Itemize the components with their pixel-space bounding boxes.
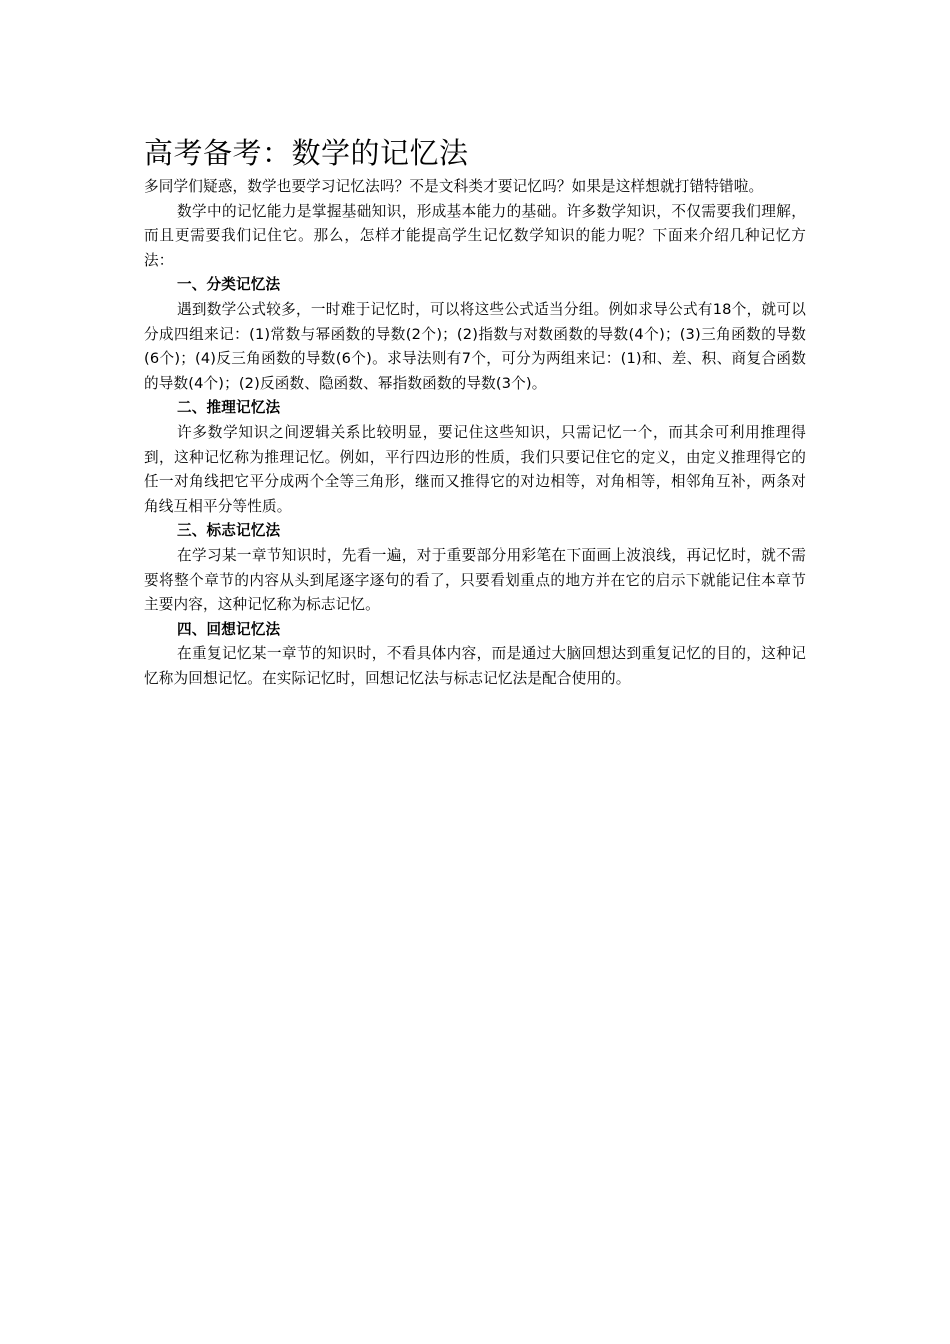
intro-paragraph: 多同学们疑惑，数学也要学习记忆法吗？不是文科类才要记忆吗？如果是这样想就打错特错啦。 xyxy=(144,178,764,195)
section-body-classification: 遇到数学公式较多，一时难于记忆时，可以将这些公式适当分组。例如求导公式有18个，就可以分成四组来记：(1)常数与幂函数的导数(2个)；(2)指数与对数函数的导数(4个)；(3)三角函数的导数(6个)；(4)反三角函数的导数(6个)。求导法则有7个，可分为两组来记：(1)和、差、积、商复合函数的导数(4个)；(2)反函数、隐函数、幂指数函数的导数(3个)。 xyxy=(144,300,806,392)
section-heading-marking: 三、标志记忆法 xyxy=(177,522,281,540)
document-page xyxy=(144,133,806,691)
section-body-recall: 在重复记忆某一章节的知识时，不看具体内容，而是通过大脑回想达到重复记忆的目的，这种记忆称为回想记忆。在实际记忆时，回想记忆法与标志记忆法是配合使用的。 xyxy=(144,645,806,687)
overview-paragraph: 数学中的记忆能力是掌握基础知识，形成基本能力的基础。许多数学知识，不仅需要我们理解，而且更需要我们记住它。那么，怎样才能提高学生记忆数学知识的能力呢？下面来介绍几种记忆方法： xyxy=(144,202,806,269)
section-heading-reasoning: 二、推理记忆法 xyxy=(177,399,281,417)
document-title: 高考备考：数学的记忆法 xyxy=(144,136,469,170)
section-body-reasoning: 许多数学知识之间逻辑关系比较明显，要记住这些知识，只需记忆一个，而其余可利用推理得到，这种记忆称为推理记忆。例如，平行四边形的性质，我们只要记住它的定义，由定义推理得它的任一对角线把它平分成两个全等三角形，继而又推得它的对边相等，对角相等，相邻角互补，两条对角线互相平分等性质。 xyxy=(144,423,806,515)
section-body-marking: 在学习某一章节知识时，先看一遍，对于重要部分用彩笔在下面画上波浪线，再记忆时，就不需要将整个章节的内容从头到尾逐字逐句的看了，只要看划重点的地方并在它的启示下就能记住本章节主要内容，这种记忆称为标志记忆。 xyxy=(144,546,806,614)
section-heading-classification: 一、分类记忆法 xyxy=(177,276,281,294)
section-heading-recall: 四、回想记忆法 xyxy=(177,620,281,638)
